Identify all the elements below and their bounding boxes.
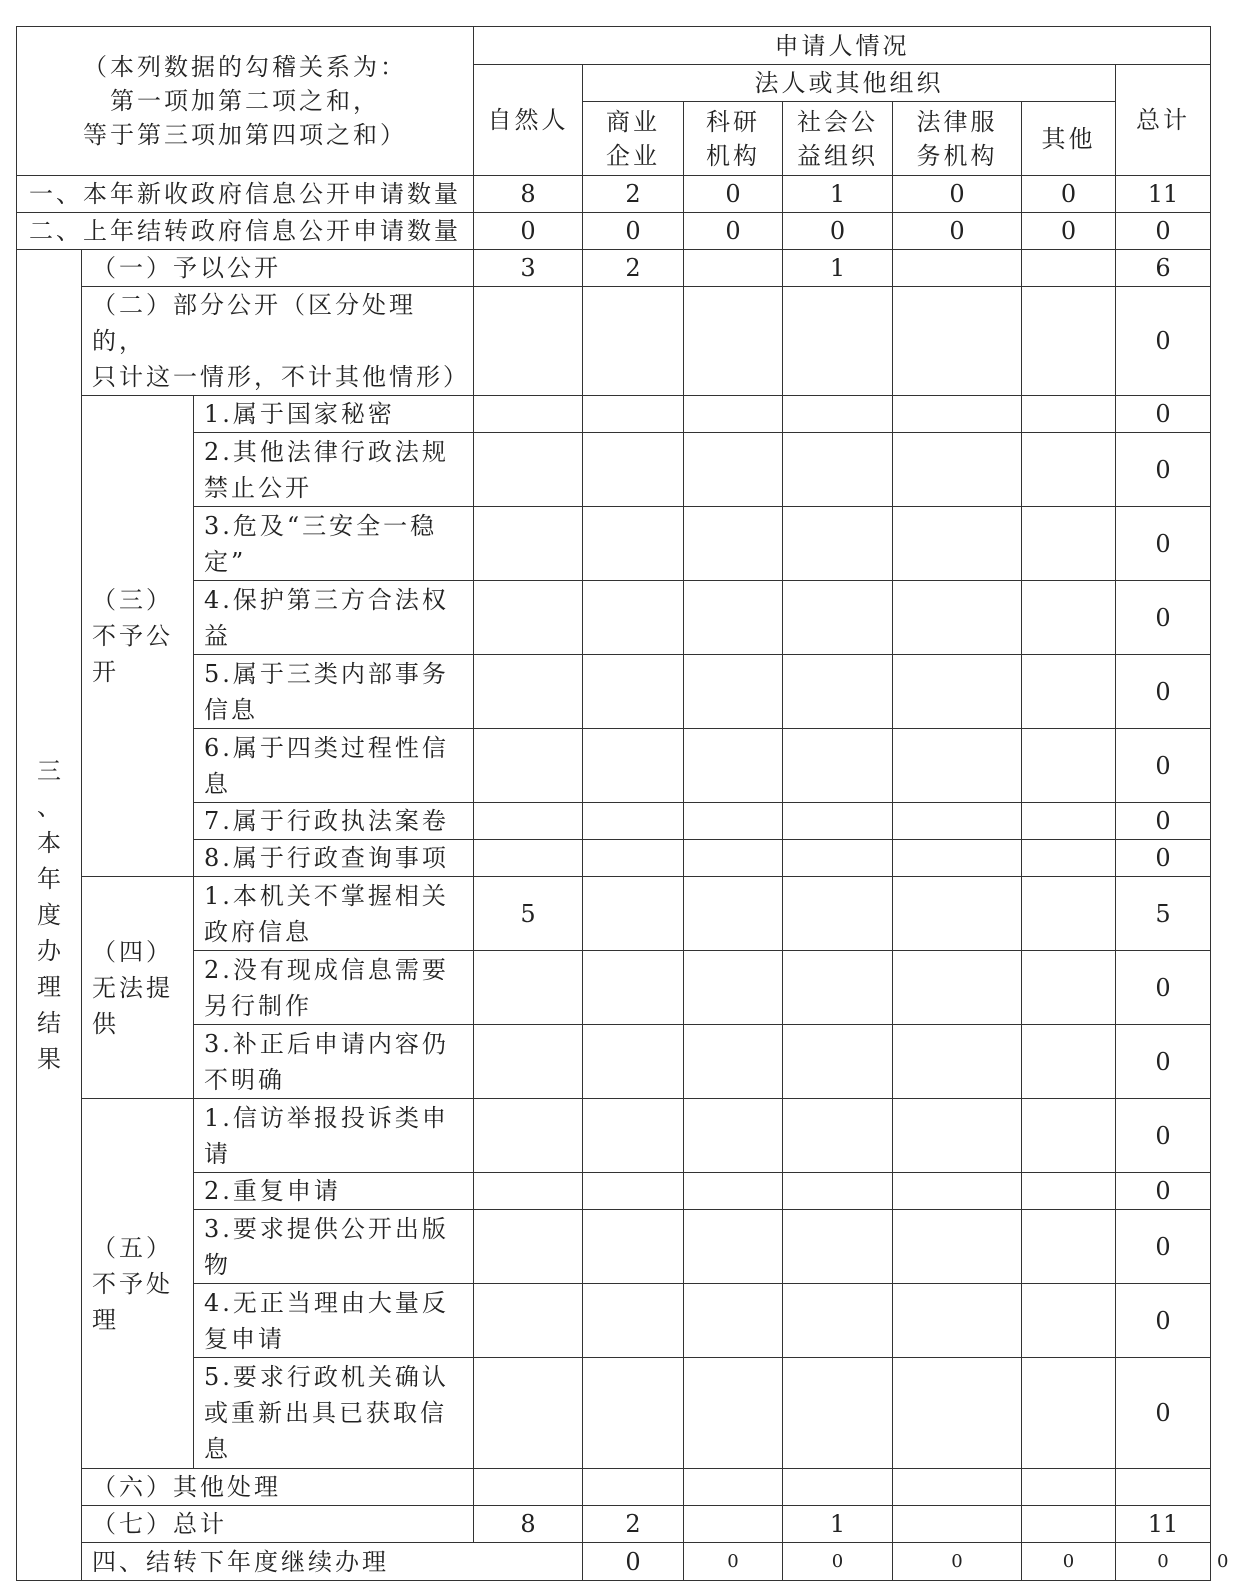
total-header: 总计 [1116,65,1211,176]
table-row [17,433,1211,507]
cell [1022,1469,1116,1506]
cell: 8 [474,176,583,213]
table-row: 四、结转下年度继续办理 0 0 0 0 0 0 0 [17,1543,1211,1581]
cell: 5 [1116,877,1211,951]
cell: 0 [1116,1099,1211,1173]
cell: 0 [783,213,893,250]
cell: 0 [1116,507,1211,581]
cell: 6 [1116,250,1211,287]
subsection-4-label: （四） 无法提 供 [82,877,194,1099]
cell: 0 [1116,1210,1211,1284]
item-label: 4.无正当理由大量反 复申请 [194,1284,474,1358]
table-row [17,213,1211,250]
table-row [17,581,1211,655]
applicant-header: 申请人情况 [474,27,1211,65]
legal-service-header: 法律服 务机构 [893,102,1022,176]
table-row [17,1469,1211,1506]
cell: 0 [1116,840,1211,877]
cell [893,287,1022,396]
cell: 0 [1022,1543,1116,1581]
cell [474,1025,583,1099]
table-row [17,250,1211,287]
row-label: （七）总计 [82,1506,474,1543]
cell [684,250,783,287]
social-header: 社会公 益组织 [783,102,893,176]
cell [1116,1469,1211,1506]
cell: 0 [583,213,684,250]
relationship-note: （本列数据的勾稽关系为： 第一项加第二项之和， 等于第三项加第四项之和） [17,27,474,176]
legal-group-header: 法人或其他组织 [583,65,1116,102]
cell: 0 [893,176,1022,213]
cell: 0 [1022,213,1116,250]
cell: 0 [1116,1173,1211,1210]
cell: 0 [684,1543,783,1581]
cell: 11 [1116,1506,1211,1543]
row-label: （六）其他处理 [82,1469,474,1506]
cell: 0 [1116,951,1211,1025]
research-header: 科研 机构 [684,102,783,176]
cell: 2 [583,250,684,287]
cell: 0 [1116,1358,1211,1469]
table-row [17,655,1211,729]
cell: 0 [1116,803,1211,840]
cell: 0 [684,213,783,250]
table-row [17,1173,1211,1210]
item-label: 7.属于行政执法案卷 [194,803,474,840]
cell: 0 [1022,176,1116,213]
cell [893,250,1022,287]
cell: 1 [783,250,893,287]
government-info-disclosure-table [16,26,1229,1581]
item-label: 3.要求提供公开出版 物 [194,1210,474,1284]
item-label: 8.属于行政查询事项 [194,840,474,877]
cell [893,1506,1022,1543]
table-row [17,1284,1211,1358]
item-label: 2.没有现成信息需要 另行制作 [194,951,474,1025]
cell: 11 [1116,176,1211,213]
natural-person-header: 自然人 [474,65,583,176]
cell [1022,287,1116,396]
item-label: 3.补正后申请内容仍 不明确 [194,1025,474,1099]
item-label: 2.重复申请 [194,1173,474,1210]
subsection-3-label: （三） 不予公 开 [82,396,194,877]
cell: 0 [1116,287,1211,396]
table-row [17,507,1211,581]
cell: 0 [1116,1543,1211,1581]
item-label: 4.保护第三方合法权 益 [194,581,474,655]
cell: 0 [1116,396,1211,433]
cell [474,287,583,396]
table-row [17,1099,1211,1173]
cell [684,1506,783,1543]
item-label: 5.属于三类内部事务 信息 [194,655,474,729]
cell: 0 [893,213,1022,250]
cell [684,287,783,396]
row-label: （一）予以公开 [82,250,474,287]
cell: 0 [1116,1025,1211,1099]
cell [783,1469,893,1506]
table-row [17,396,1211,433]
cell: 0 [583,1543,684,1581]
cell [474,1469,583,1506]
row-label: 二、上年结转政府信息公开申请数量 [17,213,474,250]
table-row [17,1210,1211,1284]
row-label: 四、结转下年度继续办理 [82,1543,583,1581]
item-label: 1.属于国家秘密 [194,396,474,433]
cell: 0 [684,176,783,213]
table-row [17,176,1211,213]
cell [583,1469,684,1506]
cell: 0 [1116,213,1211,250]
item-label: 5.要求行政机关确认 或重新出具已获取信 息 [194,1358,474,1469]
cell: 2 [583,176,684,213]
cell: 2 [583,1506,684,1543]
table-row [17,1506,1211,1543]
item-label: 3.危及“三安全一稳 定” [194,507,474,581]
cell [893,1469,1022,1506]
cell: 5 [474,877,583,951]
cell: 8 [474,1506,583,1543]
table-row [17,1025,1211,1099]
cell: 1 [783,176,893,213]
table-row [17,287,1211,396]
row-label: 一、本年新收政府信息公开申请数量 [17,176,474,213]
cell [783,287,893,396]
cell: 0 [1116,581,1211,655]
table-row [17,1358,1211,1469]
cell: 0 [1116,655,1211,729]
cell: 0 [893,1543,1022,1581]
other-header: 其他 [1022,102,1116,176]
cell [1022,250,1116,287]
item-label: 1.信访举报投诉类申 请 [194,1099,474,1173]
subsection-5-label: （五） 不予处 理 [82,1099,194,1469]
table-row [17,877,1211,951]
cell [474,951,583,1025]
cell: 0 [1116,729,1211,803]
commercial-header: 商业 企业 [583,102,684,176]
cell: 0 [474,213,583,250]
table-row [17,803,1211,840]
item-label: 1.本机关不掌握相关 政府信息 [194,877,474,951]
cell: 0 [1116,433,1211,507]
table-row [17,729,1211,803]
cell: 1 [783,1506,893,1543]
cell: 0 [1116,1284,1211,1358]
table-row [17,951,1211,1025]
cell [684,1469,783,1506]
cell [583,287,684,396]
item-label: 2.其他法律行政法规 禁止公开 [194,433,474,507]
item-label: 6.属于四类过程性信 息 [194,729,474,803]
table-row [17,840,1211,877]
cell [1022,1506,1116,1543]
row-label: （二）部分公开（区分处理的， 只计这一情形，不计其他情形） [82,287,474,396]
section-3-label: 三 、 本 年 度 办 理 结 果 [17,250,82,1581]
cell: 0 [783,1543,893,1581]
cell: 3 [474,250,583,287]
